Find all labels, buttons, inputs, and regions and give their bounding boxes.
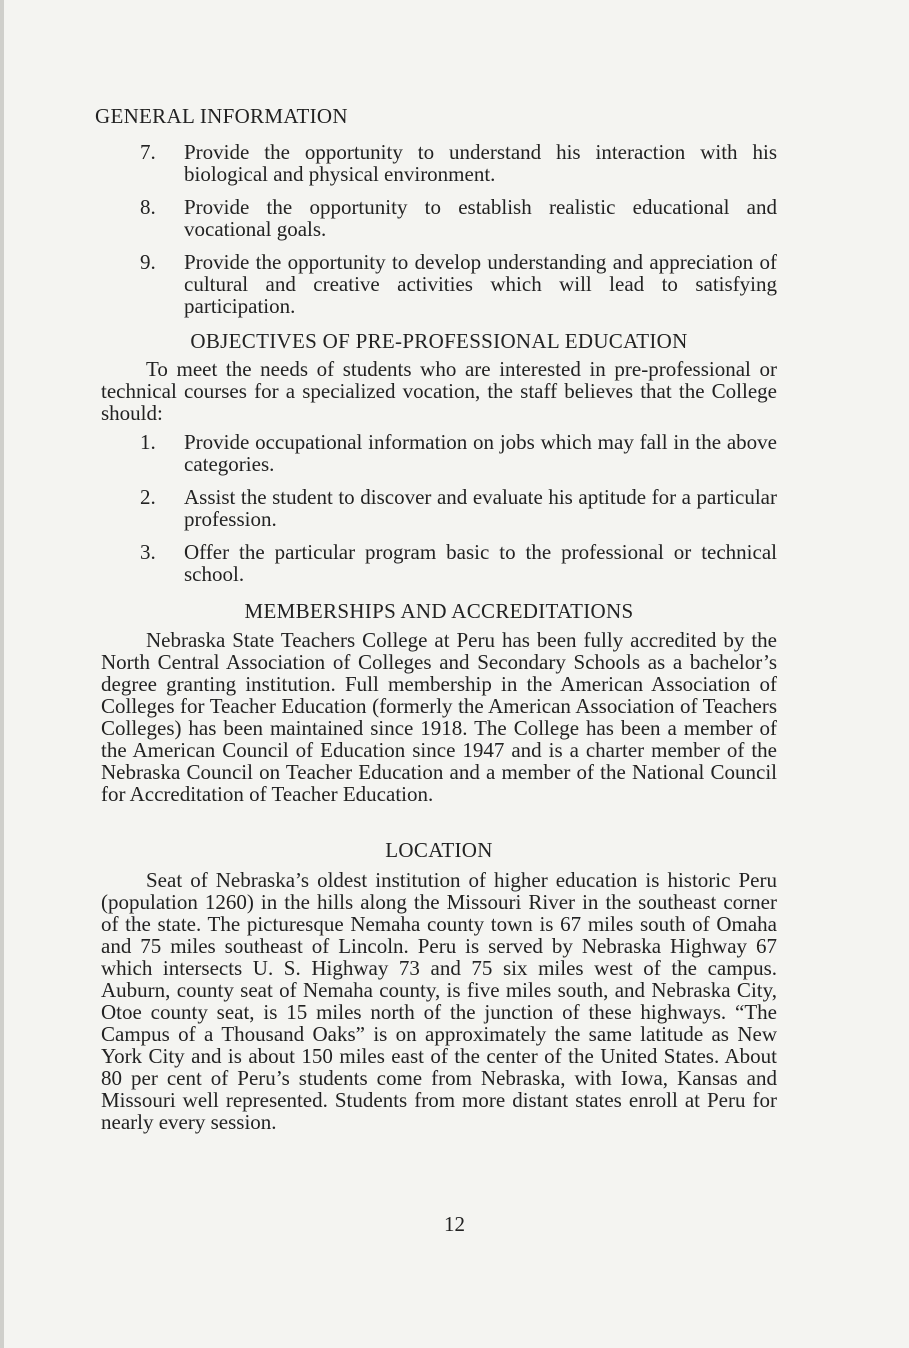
item-text: Assist the student to discover and evaluate his aptitude for a particular profession.	[184, 485, 777, 531]
item-text: Offer the particular program basic to the professional or technical school.	[184, 540, 777, 586]
list-item	[101, 196, 777, 240]
location-section	[101, 839, 777, 1133]
memberships-section	[101, 600, 777, 805]
page-edge	[0, 0, 4, 1348]
list-item	[101, 486, 777, 530]
objectives-intro: To meet the needs of students who are interested in pre-professional or technical courses for a specialized vocation, the staff believes that the College should:	[101, 357, 777, 425]
objectives-section	[101, 330, 777, 585]
general-list	[101, 141, 777, 317]
item-text: Provide the opportunity to establish realistic educational and vocational goals.	[184, 195, 777, 241]
item-text: Provide the opportunity to develop understanding and appreciation of cultural and creative activities which will lead to satisfying participation.	[184, 250, 777, 318]
location-heading: LOCATION	[385, 838, 493, 862]
objectives-heading: OBJECTIVES OF PRE-PROFESSIONAL EDUCATION	[190, 329, 688, 353]
running-head: GENERAL INFORMATION	[95, 104, 348, 128]
text-block	[95, 104, 777, 1134]
item-number: 8.	[140, 195, 156, 219]
memberships-heading: MEMBERSHIPS AND ACCREDITATIONS	[244, 599, 634, 623]
page-number: 12	[444, 1212, 465, 1236]
item-number: 7.	[140, 140, 156, 164]
objectives-list	[101, 431, 777, 585]
item-number: 9.	[140, 250, 156, 274]
item-number: 2.	[140, 485, 156, 509]
item-text: Provide occupational information on jobs which may fall in the above categories.	[184, 430, 777, 476]
location-body: Seat of Nebraska’s oldest institution of higher education is historic Peru (population 1260) in the hills along the Missouri River in the southeast corner of the state. The picturesque Nemaha county town is 67 miles south of Omaha and 75 miles southeast of Lincoln. Peru is served by Nebraska Highway 67 which intersects U. S. Highway 73 and 75 six miles west of the campus. Auburn, county seat of Nemaha county, is five miles south, and Nebraska City, Otoe county seat, is 15 miles north of the junction of these highways. “The Campus of a Thousand Oaks” is on approximately the same latitude as New York City and is about 150 miles east of the center of the United States. About 80 per cent of Peru’s students come from Nebraska, with Iowa, Kansas and Missouri well represented. Students from more distant states enroll at Peru for nearly every session.	[101, 868, 777, 1134]
list-item	[101, 431, 777, 475]
item-text: Provide the opportunity to understand his interaction with his biological and physical environment.	[184, 140, 777, 186]
list-item	[101, 141, 777, 185]
item-number: 1.	[140, 430, 156, 454]
list-item	[101, 251, 777, 317]
list-item	[101, 541, 777, 585]
memberships-body: Nebraska State Teachers College at Peru has been fully accredited by the North Central Association of Colleges and Secondary Schools as a bachelor’s degree granting institution. Full membership in the American Association of Colleges for Teacher Education (formerly the American Association of Teachers Colleges) has been maintained since 1918. The College has been a member of the American Council of Education since 1947 and is a charter member of the Nebraska Council on Teacher Education and a member of the National Council for Accreditation of Teacher Education.	[101, 628, 777, 806]
item-number: 3.	[140, 540, 156, 564]
